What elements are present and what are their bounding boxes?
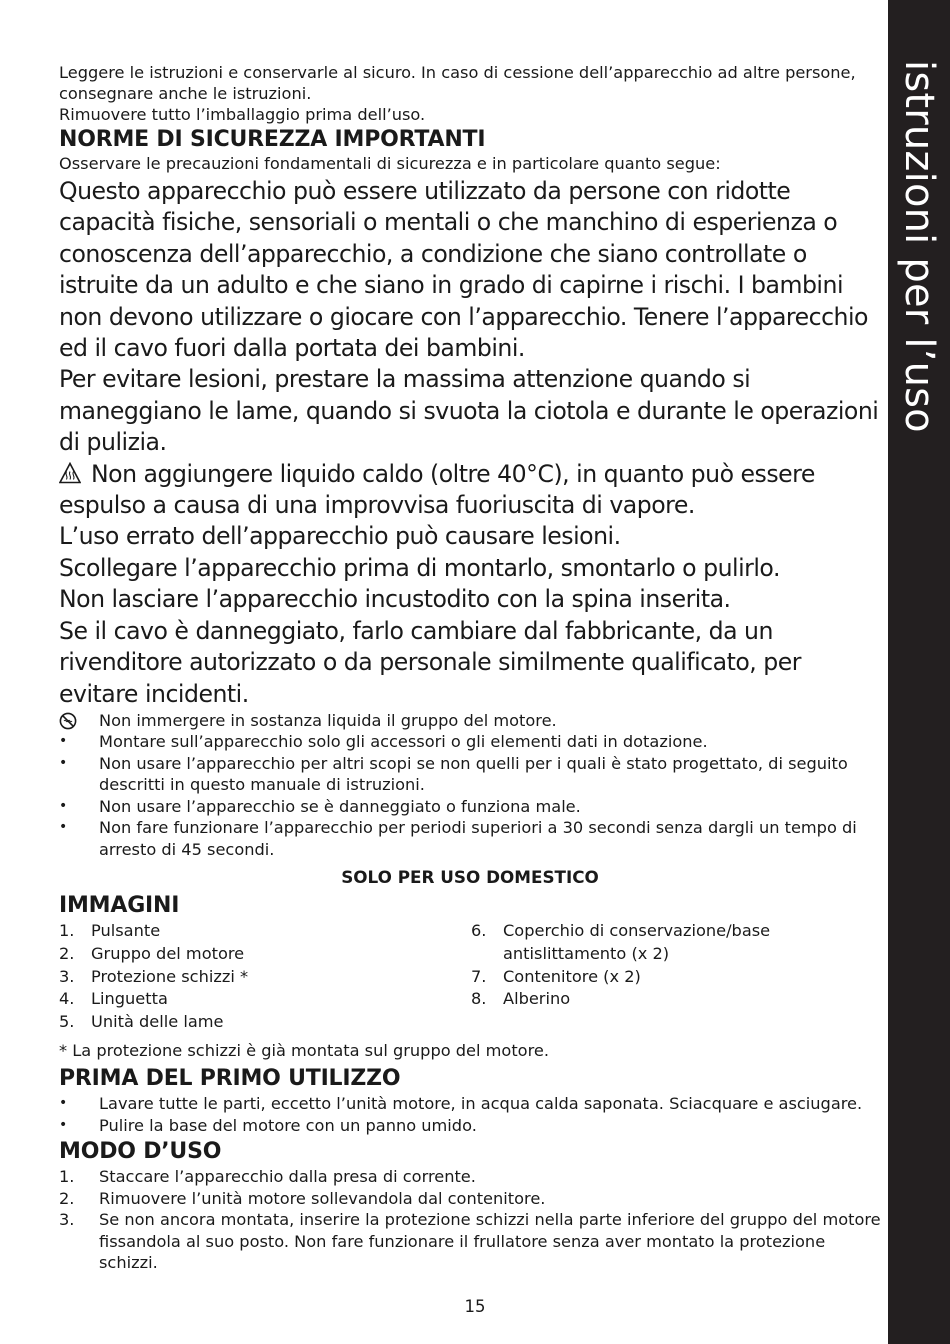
list-item bbox=[59, 1093, 881, 1115]
safety-paragraph: Scollegare l’apparecchio prima di montarlo, smontarlo o pulirlo. bbox=[59, 553, 780, 582]
list-item bbox=[59, 731, 881, 753]
list-item-text: Non fare funzionare l’apparecchio per periodi superiori a 30 secondi senza dargli un tempo di arresto di 45 secondi. bbox=[99, 818, 857, 859]
safety-subtitle: Osservare le precauzioni fondamentali di sicurezza e in particolare quanto segue: bbox=[59, 154, 721, 173]
part-item bbox=[471, 966, 871, 989]
part-number: 6. bbox=[471, 921, 487, 941]
first-use-heading: PRIMA DEL PRIMO UTILIZZO bbox=[59, 1066, 401, 1092]
safety-paragraph: Per evitare lesioni, prestare la massima attenzione quando si maneggiano le lame, quando si svuota la ciotola e durante le operazioni di pulizia. bbox=[59, 365, 879, 457]
first-use-list bbox=[59, 1093, 881, 1136]
safety-paragraph: Se il cavo è danneggiato, farlo cambiare dal fabbricante, da un rivenditore autorizzato o da personale similmente qualificato, per evitare incidenti. bbox=[59, 616, 801, 708]
safety-heading: NORME DI SICUREZZA IMPORTANTI bbox=[59, 127, 486, 152]
no-immerse-icon bbox=[59, 712, 77, 730]
hot-steam-warning-icon bbox=[59, 462, 81, 484]
part-item bbox=[471, 988, 871, 1011]
part-name: Linguetta bbox=[91, 989, 168, 1009]
images-heading: IMMAGINI bbox=[59, 893, 180, 919]
safety-paragraph: L’uso errato dell’apparecchio può causare lesioni. bbox=[59, 522, 621, 551]
step-item bbox=[59, 1188, 881, 1210]
part-name: Unità delle lame bbox=[91, 1011, 224, 1031]
part-name: Alberino bbox=[503, 989, 571, 1009]
list-item-text: Non usare l’apparecchio se è danneggiato o funziona male. bbox=[99, 796, 581, 816]
list-item bbox=[59, 796, 881, 818]
part-item bbox=[59, 920, 471, 943]
list-item-text: Non usare l’apparecchio per altri scopi se non quelli per i quali è stato progettato, di seguito descritti in questo manuale di istruzioni. bbox=[99, 753, 848, 795]
step-text: Rimuovere l’unità motore sollevandola dal contenitore. bbox=[99, 1188, 546, 1208]
step-text: Se non ancora montata, inserire la protezione schizzi nella parte inferiore del gruppo del motore fissandola al suo posto. Non fare funzionare il frullatore senza aver montato la protezione schizzi. bbox=[99, 1210, 881, 1273]
step-number: 3. bbox=[59, 1210, 75, 1230]
part-number: 1. bbox=[59, 921, 75, 941]
part-name: Protezione schizzi * bbox=[91, 966, 249, 986]
part-number: 4. bbox=[59, 989, 75, 1009]
list-item-text: Montare sull’apparecchio solo gli accessori o gli elementi dati in dotazione. bbox=[99, 732, 708, 752]
intro-text-2: Rimuovere tutto l’imballaggio prima dell’uso. bbox=[59, 105, 426, 124]
bullet: • bbox=[59, 1116, 68, 1133]
bullet: • bbox=[59, 819, 68, 836]
list-item-text: Non immergere in sostanza liquida il gruppo del motore. bbox=[99, 710, 557, 730]
side-tab-label: istruzioni per l’uso bbox=[896, 60, 942, 433]
parts-column-right bbox=[471, 920, 871, 1033]
safety-paragraph: Non lasciare l’apparecchio incustodito con la spina inserita. bbox=[59, 585, 731, 614]
step-number: 2. bbox=[59, 1188, 75, 1208]
how-to-use-heading: MODO D’USO bbox=[59, 1139, 222, 1165]
parts-footnote: * La protezione schizzi è già montata sul gruppo del motore. bbox=[59, 1041, 549, 1061]
part-number: 3. bbox=[59, 966, 75, 986]
part-name: Contenitore (x 2) bbox=[503, 966, 641, 986]
part-item bbox=[59, 988, 471, 1011]
step-item bbox=[59, 1209, 881, 1274]
part-number: 5. bbox=[59, 1011, 75, 1031]
step-text: Staccare l’apparecchio dalla presa di corrente. bbox=[99, 1167, 476, 1187]
step-number: 1. bbox=[59, 1167, 75, 1187]
page-content bbox=[59, 62, 881, 1274]
page-number: 15 bbox=[464, 1297, 486, 1316]
part-number: 8. bbox=[471, 989, 487, 1009]
part-name: Pulsante bbox=[91, 921, 161, 941]
safety-paragraph-warning bbox=[59, 459, 881, 522]
part-item bbox=[59, 943, 471, 966]
list-item bbox=[59, 753, 881, 796]
bullet: • bbox=[59, 733, 68, 750]
list-item bbox=[59, 817, 881, 860]
part-number: 2. bbox=[59, 944, 75, 963]
part-number: 7. bbox=[471, 966, 487, 986]
part-name: Gruppo del motore bbox=[91, 944, 245, 963]
intro-text-1: Leggere le istruzioni e conservarle al sicuro. In caso di cessione dell’apparecchio ad altre persone, consegnare anche le istruzioni. bbox=[59, 63, 856, 103]
list-item-text: Lavare tutte le parti, eccetto l’unità motore, in acqua calda saponata. Sciacquare e asciugare. bbox=[99, 1094, 863, 1114]
part-item bbox=[59, 1011, 471, 1034]
step-item bbox=[59, 1166, 881, 1188]
bullet: • bbox=[59, 754, 68, 771]
side-tab bbox=[888, 0, 950, 1344]
bullet: • bbox=[59, 797, 68, 814]
part-name: Coperchio di conservazione/base antislittamento (x 2) bbox=[503, 921, 771, 963]
part-item bbox=[471, 920, 871, 965]
list-item bbox=[59, 1115, 881, 1137]
warning-text: Non aggiungere liquido caldo (oltre 40°C), in quanto può essere espulso a causa di una improvvisa fuoriuscita di vapore. bbox=[59, 459, 815, 520]
how-to-use-steps bbox=[59, 1166, 881, 1274]
list-item bbox=[59, 710, 881, 732]
safety-bullet-list bbox=[59, 710, 881, 861]
parts-list bbox=[59, 920, 881, 1033]
list-item-text: Pulire la base del motore con un panno umido. bbox=[99, 1115, 477, 1135]
safety-paragraph: Questo apparecchio può essere utilizzato da persone con ridotte capacità fisiche, sensoriali o mentali o che manchino di esperienza o conoscenza dell’apparecchio, a condizione che siano controllate o istruite da un adulto e che siano in grado di capirne i rischi. I bambini non devono utilizzare o giocare con l’apparecchio. Tenere l’apparecchio ed il cavo fuori dalla portata dei bambini. bbox=[59, 177, 868, 363]
domestic-use-note: SOLO PER USO DOMESTICO bbox=[341, 867, 599, 888]
part-item bbox=[59, 966, 471, 989]
bullet: • bbox=[59, 1095, 68, 1112]
parts-column-left bbox=[59, 920, 471, 1033]
